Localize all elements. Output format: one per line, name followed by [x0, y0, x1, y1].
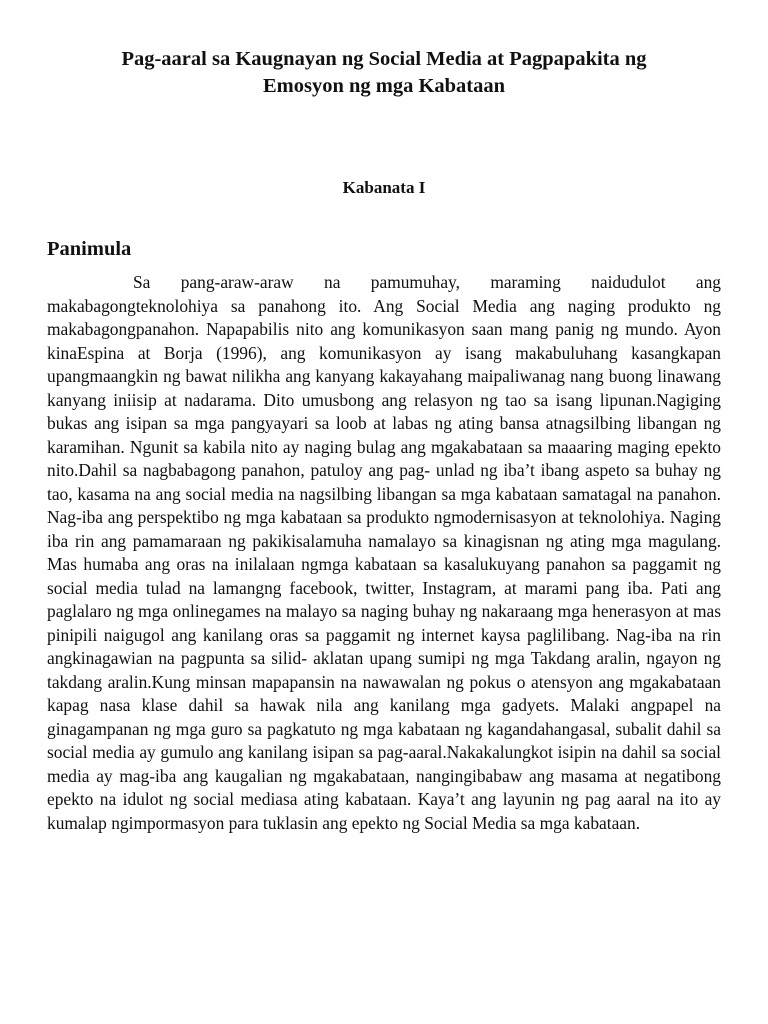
- section-heading: Panimula: [47, 238, 132, 260]
- document-title-line-2: Emosyon ng mga Kabataan: [262, 75, 506, 97]
- body-paragraph: Sa pang-araw-araw na pamumuhay, maraming naidudulot ang makabagongteknolohiya sa panahong ito. Ang Social Media ang naging produkto ng makabagongpanahon. Napapabilis nito ang komunikasyon saan mang panig ng mundo. Ayon kinaEspina at Borja (1996), ang komunikasyon ay isang makabuluhang kasangkapan upangmaangkin ng bawat nilikha ang kanyang kakayahang maipaliwanag nang buong linawang kanyang iniisip at nadarama. Dito umusbong ang relasyon ng tao sa isang lipunan.Nagiging bukas ang isipan sa mga pangyayari sa loob at labas ng ating bansa atnagsilbing libangan ng karamihan. Ngunit sa kabila nito ay naging bulag ang mgakabataan sa maaaring maging epekto nito.Dahil sa nagbabagong panahon, patuloy ang pag- unlad ng iba’t ibang aspeto sa buhay ng tao, kasama na ang social media na nagsilbing libangan sa mga kabataan samatagal na panahon. Nag-iba ang perspektibo ng mga kabataan sa produkto ngmodernisasyon at teknolohiya. Naging iba rin ang pamamaraan ng pakikisalamuha namalayo sa kinagisnan ng ating mga magulang. Mas humaba ang oras na inilalaan ngmga kabataan sa kasalukuyang panahon sa paggamit ng social media tulad na lamangng facebook, twitter, Instagram, at marami pang iba. Pati ang paglalaro ng mga onlinegames na malayo sa naging buhay ng nakaraang mga henerasyon at mas pinipili naigugol ang kanilang oras sa paggamit ng internet kaysa paglilibang. Nag-iba na rin angkinagawian na pagpunta sa silid- aklatan upang sumipi ng mga Takdang aralin, ngayon ng takdang aralin.Kung minsan mapapansin na nawawalan ng pokus o atensyon ang mgakabataan kapag nasa klase dahil sa hawak nila ang kanilang mga gadyets. Malaki angpapel na ginagampanan ng mga guro sa pagkatuto ng mga kabataan ng kagandahangasal, subalit dahil sa social media ay gumulo ang kanilang isipan sa pag-aaral.Nakakalungkot isipin na dahil sa social media ay mag-iba ang kaugalian ng mgakabataan, nangingibabaw ang masama at negatibong epekto na idulot ng social mediasa ating kabataan. Kaya’t ang layunin ng pag aaral na ito ay kumalap ngimpormasyon para tuklasin ang epekto ng Social Media sa mga kabataan.: [47, 272, 721, 833]
- chapter-label: Kabanata I: [342, 178, 426, 197]
- document-title-line-1: Pag-aaral sa Kaugnayan ng Social Media at Pagpapakita ng: [121, 48, 647, 70]
- document-title: [40, 46, 728, 100]
